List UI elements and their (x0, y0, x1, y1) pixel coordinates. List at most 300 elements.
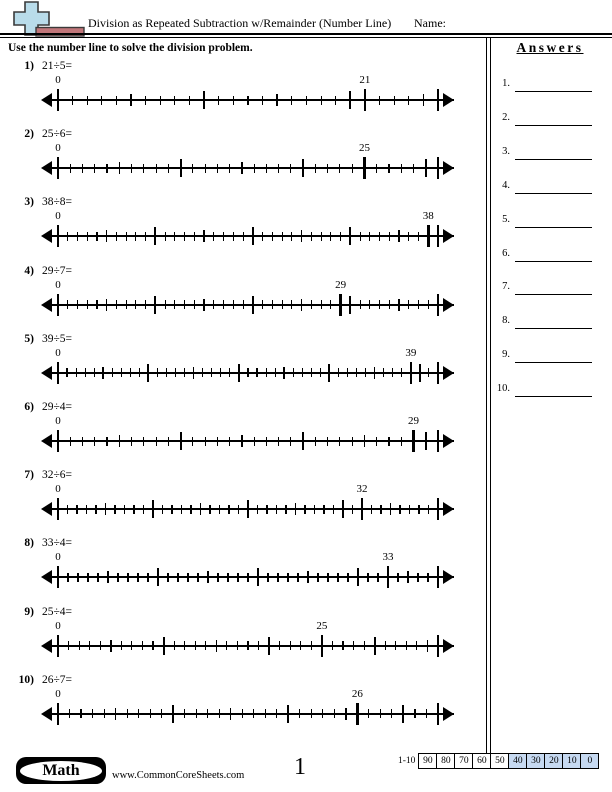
tick-mark (437, 294, 440, 316)
answer-number: 4. (502, 179, 510, 191)
problem-block (0, 263, 472, 331)
tick-mark (106, 437, 107, 446)
tick-mark (106, 164, 107, 173)
tick-mark (203, 91, 205, 109)
tick-mark (114, 505, 115, 514)
tick-mark (333, 505, 334, 514)
problem-block (0, 467, 472, 535)
tick-mark (437, 89, 440, 111)
tick-mark (229, 164, 230, 173)
tick-mark (252, 227, 254, 245)
tick-mark (207, 571, 209, 583)
tick-mark (219, 505, 220, 514)
tick-mark (317, 573, 318, 582)
tick-mark (388, 437, 389, 446)
right-arrow-icon (443, 639, 454, 653)
tick-mark (321, 300, 322, 309)
tick-mark (163, 637, 165, 655)
tick-mark (347, 573, 348, 582)
tick-mark (203, 230, 205, 242)
tick-mark (290, 437, 291, 446)
tick-mark (276, 505, 277, 514)
tick-mark (380, 505, 381, 514)
tick-mark (410, 362, 413, 384)
numline-axis (48, 508, 454, 510)
tick-mark (287, 705, 289, 723)
answer-number: 7. (502, 281, 510, 293)
tick-mark (126, 232, 127, 241)
tick-mark (112, 368, 113, 377)
tick-mark (278, 437, 279, 446)
tick-mark (243, 232, 244, 241)
tick-mark (189, 96, 190, 105)
tick-mark (413, 164, 414, 173)
answer-blank (515, 383, 592, 397)
tick-mark (302, 432, 304, 450)
answer-blank (515, 214, 592, 228)
tick-mark (356, 703, 359, 725)
numline-zero-label: 0 (55, 415, 61, 427)
numline-dividend-label: 25 (358, 142, 370, 155)
problem-number: 4) (24, 264, 34, 277)
number-line (36, 483, 460, 527)
tick-mark (266, 164, 267, 173)
tick-mark (241, 435, 243, 447)
numline-zero-label: 0 (55, 74, 61, 86)
tick-mark (69, 709, 70, 718)
tick-mark (291, 232, 292, 241)
tick-mark (160, 96, 161, 105)
tick-mark (417, 573, 418, 582)
tick-mark (77, 232, 78, 241)
numline-dividend-label: 25 (316, 619, 328, 632)
tick-mark (427, 573, 428, 582)
tick-mark (243, 300, 244, 309)
tick-mark (219, 709, 220, 718)
tick-mark (389, 300, 390, 309)
tick-mark (106, 230, 108, 242)
tick-mark (105, 503, 107, 515)
tick-mark (337, 573, 338, 582)
right-arrow-icon (443, 707, 454, 721)
tick-mark (167, 573, 168, 582)
score-cell: 10 (562, 753, 581, 769)
tick-mark (321, 232, 322, 241)
score-cell: 60 (472, 753, 491, 769)
tick-mark (406, 641, 407, 650)
problem-number: 6) (24, 401, 34, 413)
tick-mark (412, 430, 415, 452)
left-arrow-icon (41, 229, 52, 243)
tick-mark (203, 299, 205, 311)
numline-dividend-label: 29 (335, 278, 347, 291)
tick-mark (230, 708, 232, 720)
tick-mark (321, 635, 324, 657)
tick-mark (193, 367, 195, 379)
answer-blank (515, 180, 592, 194)
tick-mark (77, 300, 78, 309)
numline-axis (48, 576, 454, 578)
number-line (36, 210, 460, 254)
tick-mark (380, 709, 381, 718)
tick-mark (135, 300, 136, 309)
tick-mark (165, 232, 166, 241)
score-cell: 50 (490, 753, 509, 769)
tick-mark (174, 641, 175, 650)
tick-mark (247, 641, 248, 650)
tick-mark (57, 635, 60, 657)
tick-mark (293, 368, 294, 377)
header-divider (0, 33, 612, 38)
tick-mark (339, 294, 342, 316)
numline-axis (48, 713, 454, 715)
tick-mark (133, 505, 134, 514)
tick-mark (211, 368, 212, 377)
tick-mark (104, 709, 105, 718)
tick-mark (217, 573, 218, 582)
tick-mark (311, 641, 312, 650)
tick-mark (301, 299, 303, 311)
tick-mark (398, 299, 400, 311)
tick-mark (330, 300, 331, 309)
tick-mark (106, 299, 108, 311)
tick-mark (323, 505, 324, 514)
tick-mark (229, 368, 230, 377)
tick-mark (174, 232, 175, 241)
tick-mark (67, 232, 68, 241)
tick-mark (322, 709, 323, 718)
tick-mark (57, 89, 60, 111)
right-arrow-icon (443, 229, 454, 243)
tick-mark (315, 437, 316, 446)
tick-mark (76, 368, 77, 377)
tick-mark (197, 573, 198, 582)
tick-mark (364, 641, 365, 650)
tick-mark (291, 300, 292, 309)
right-arrow-icon (443, 366, 454, 380)
problem-block (0, 399, 472, 467)
tick-mark (334, 709, 335, 718)
numline-zero-label: 0 (55, 278, 61, 291)
answer-number: 8. (502, 315, 510, 327)
tick-mark (401, 368, 402, 377)
tick-mark (295, 503, 297, 515)
tick-mark (266, 437, 267, 446)
tick-mark (100, 641, 101, 650)
tick-mark (226, 641, 227, 650)
numline-zero-label: 0 (55, 619, 61, 632)
left-arrow-icon (41, 639, 52, 653)
problem-number: 2) (24, 128, 34, 141)
left-arrow-icon (41, 707, 52, 721)
tick-mark (364, 435, 366, 447)
tick-mark (76, 505, 77, 514)
score-cell: 30 (526, 753, 545, 769)
tick-mark (414, 709, 415, 718)
tick-mark (172, 705, 174, 723)
tick-mark (117, 573, 118, 582)
tick-mark (302, 368, 303, 377)
tick-mark (342, 500, 344, 518)
problem-number: 1) (24, 60, 34, 72)
numline-axis (48, 440, 454, 442)
tick-mark (200, 503, 202, 515)
tick-mark (194, 300, 195, 309)
tick-mark (142, 641, 143, 650)
tick-mark (218, 96, 219, 105)
numline-axis (48, 645, 454, 647)
tick-mark (119, 162, 121, 174)
tick-mark (299, 709, 300, 718)
tick-mark (101, 96, 102, 105)
tick-mark (57, 430, 60, 452)
tick-mark (67, 505, 68, 514)
tick-mark (290, 164, 291, 173)
tick-mark (399, 505, 400, 514)
tick-mark (338, 368, 339, 377)
score-table-label: 1-10 (398, 756, 416, 766)
tick-mark (339, 437, 340, 446)
tick-mark (223, 232, 224, 241)
tick-mark (180, 159, 182, 177)
tick-mark (290, 641, 291, 650)
tick-mark (379, 232, 380, 241)
numline-dividend-label: 26 (351, 687, 363, 700)
problem-block (0, 194, 472, 262)
tick-mark (311, 709, 312, 718)
tick-mark (361, 498, 364, 520)
tick-mark (311, 300, 312, 309)
tick-mark (398, 230, 400, 242)
tick-mark (266, 368, 267, 377)
page-number: 1 (294, 754, 306, 780)
problem-block (0, 126, 472, 194)
number-line (36, 142, 460, 186)
tick-mark (223, 300, 224, 309)
tick-mark (302, 159, 304, 177)
tick-mark (388, 164, 389, 173)
tick-mark (131, 641, 132, 650)
tick-mark (127, 573, 128, 582)
tick-mark (96, 232, 97, 241)
tick-mark (184, 709, 185, 718)
number-line (36, 688, 460, 732)
tick-mark (68, 641, 69, 650)
problem-number: 9) (24, 605, 34, 618)
tick-mark (401, 164, 402, 173)
tick-mark (300, 641, 301, 650)
tick-mark (97, 573, 98, 582)
tick-mark (180, 432, 182, 450)
tick-mark (357, 568, 359, 586)
tick-mark (387, 566, 390, 588)
tick-mark (352, 164, 353, 173)
tick-mark (116, 232, 117, 241)
tick-mark (314, 505, 315, 514)
tick-mark (371, 505, 372, 514)
numline-dividend-label: 38 (422, 210, 434, 223)
tick-mark (330, 232, 331, 241)
score-cell: 0 (580, 753, 599, 769)
tick-mark (256, 368, 257, 377)
numline-zero-label: 0 (55, 483, 61, 496)
problem-number: 3) (24, 196, 34, 209)
tick-mark (145, 96, 146, 105)
tick-mark (427, 640, 429, 652)
left-arrow-icon (41, 298, 52, 312)
tick-mark (143, 505, 144, 514)
tick-mark (116, 96, 117, 105)
problem-expression: 26÷7= (42, 673, 73, 686)
tick-mark (253, 709, 254, 718)
problem-block (0, 672, 472, 740)
tick-mark (374, 367, 376, 379)
answer-number: 3. (502, 145, 510, 157)
tick-mark (92, 709, 93, 718)
tick-mark (409, 505, 410, 514)
tick-mark (390, 503, 392, 515)
tick-mark (277, 573, 278, 582)
tick-mark (287, 573, 288, 582)
tick-mark (262, 300, 263, 309)
tick-mark (257, 505, 258, 514)
tick-mark (364, 89, 367, 111)
tick-mark (124, 505, 125, 514)
tick-mark (356, 368, 357, 377)
tick-mark (254, 437, 255, 446)
tick-mark (217, 437, 218, 446)
tick-mark (377, 573, 378, 582)
number-line (36, 415, 460, 459)
tick-mark (402, 705, 404, 723)
tick-mark (94, 437, 95, 446)
tick-mark (156, 164, 157, 173)
problem-block (0, 331, 472, 399)
tick-mark (254, 164, 255, 173)
tick-mark (233, 300, 234, 309)
tick-mark (297, 573, 298, 582)
score-cell: 80 (436, 753, 455, 769)
tick-mark (209, 505, 210, 514)
tick-mark (82, 164, 83, 173)
problem-block (0, 535, 472, 603)
problem-expression: 21÷5= (42, 60, 73, 72)
tick-mark (262, 232, 263, 241)
answer-number: 10. (496, 383, 510, 395)
tick-mark (145, 232, 146, 241)
tick-mark (285, 505, 286, 514)
answer-blank (515, 349, 592, 363)
tick-mark (94, 368, 95, 377)
tick-mark (85, 368, 86, 377)
tick-mark (279, 641, 280, 650)
tick-mark (165, 300, 166, 309)
tick-mark (352, 437, 353, 446)
tick-mark (349, 296, 351, 314)
tick-mark (276, 94, 278, 106)
tick-mark (119, 435, 121, 447)
tick-mark (349, 227, 351, 245)
answers-title: Answers (516, 40, 584, 55)
tick-mark (150, 709, 151, 718)
numline-dividend-label: 39 (405, 346, 417, 359)
tick-mark (437, 498, 440, 520)
score-cell: 70 (454, 753, 473, 769)
tick-mark (143, 437, 144, 446)
tick-mark (115, 708, 117, 720)
tick-mark (162, 505, 163, 514)
tick-mark (315, 164, 316, 173)
tick-mark (252, 296, 254, 314)
tick-mark (87, 300, 88, 309)
tick-mark (327, 437, 328, 446)
tick-mark (392, 368, 393, 377)
problem-block (0, 604, 472, 672)
tick-mark (184, 232, 185, 241)
tick-mark (156, 437, 157, 446)
tick-mark (247, 96, 248, 105)
problem-expression: 25÷6= (42, 128, 73, 141)
problem-number: 5) (24, 332, 34, 345)
tick-mark (247, 368, 248, 377)
tick-mark (157, 568, 159, 586)
tick-mark (276, 709, 277, 718)
tick-mark (107, 571, 109, 583)
tick-mark (237, 573, 238, 582)
tick-mark (437, 225, 440, 247)
tick-mark (154, 227, 156, 245)
tick-mark (66, 368, 67, 377)
tick-mark (190, 505, 191, 514)
tick-mark (168, 437, 169, 446)
numline-zero-label: 0 (55, 210, 61, 223)
tick-mark (360, 232, 361, 241)
tick-mark (57, 703, 60, 725)
tick-mark (272, 232, 273, 241)
tick-mark (428, 300, 429, 309)
tick-mark (233, 232, 234, 241)
number-line (36, 74, 460, 118)
answer-number: 1. (502, 78, 510, 89)
tick-mark (383, 368, 384, 377)
tick-mark (266, 505, 267, 514)
tick-mark (131, 164, 132, 173)
tick-mark (130, 94, 132, 106)
tick-mark (207, 709, 208, 718)
right-arrow-icon (443, 570, 454, 584)
tick-mark (229, 437, 230, 446)
tick-mark (291, 96, 292, 105)
tick-mark (126, 300, 127, 309)
problem-block (0, 58, 472, 126)
tick-mark (70, 164, 71, 173)
tick-mark (175, 368, 176, 377)
tick-mark (423, 94, 425, 106)
tick-mark (217, 164, 218, 173)
tick-mark (89, 641, 90, 650)
tick-mark (265, 709, 266, 718)
tick-mark (426, 709, 427, 718)
tick-mark (79, 641, 80, 650)
tick-mark (425, 432, 427, 450)
tick-mark (194, 232, 195, 241)
instruction-text: Use the number line to solve the division problem. (8, 42, 253, 54)
tick-mark (272, 300, 273, 309)
tick-mark (166, 368, 167, 377)
score-cell: 20 (544, 753, 563, 769)
tick-mark (416, 641, 417, 650)
tick-mark (131, 437, 132, 446)
